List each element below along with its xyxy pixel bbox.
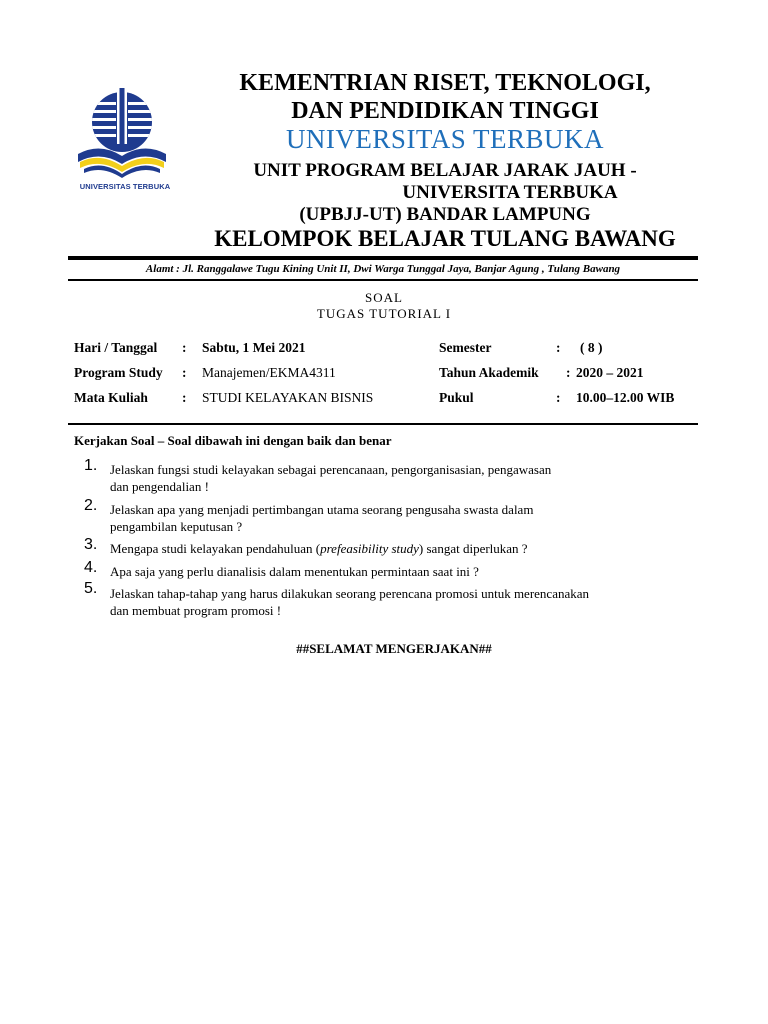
program-label: Program Study [74,365,163,380]
time-value: 10.00–12.00 WIB [576,390,675,405]
question-5 [110,585,589,619]
program-value: Manajemen/EKMA4311 [202,365,336,380]
instruction-text: Kerjakan Soal – Soal dibawah ini dengan baik dan benar [74,433,392,448]
question-line: Jelaskan fungsi studi kelayakan sebagai perencanaan, pengorganisasian, pengawasan [110,462,552,477]
question-number: 4. [84,559,98,576]
unit-line-1: UNIT PROGRAM BELAJAR JARAK JAUH - [253,160,637,181]
question-line: dan membuat program promosi ! [110,603,282,618]
question-text-post: ) sangat diperlukan ? [418,541,528,556]
question-2 [110,501,533,535]
question-3 [110,540,528,557]
course-value: STUDI KELAYAKAN BISNIS [202,390,374,405]
program-colon: : [182,365,187,380]
logo-caption: UNIVERSITAS TERBUKA [79,182,171,191]
question-number: 2. [84,497,98,514]
unit-line-3: (UPBJJ-UT) BANDAR LAMPUNG [299,204,591,225]
closing-text: ##SELAMAT MENGERJAKAN## [296,641,492,656]
time-label: Pukul [439,390,474,405]
question-line: dan pengendalian ! [110,479,209,494]
day-colon: : [182,340,187,355]
question-1 [110,461,551,495]
header-divider-bottom [68,279,698,281]
tugas-title: TUGAS TUTORIAL I [316,306,452,321]
university-name: UNIVERSITAS TERBUKA [285,124,605,154]
study-group-title: KELOMPOK BELAJAR TULANG BAWANG [214,226,676,251]
ministry-line-2: DAN PENDIDIKAN TINGGI [291,98,599,124]
course-label: Mata Kuliah [74,390,148,405]
address-line: Alamt : Jl. Ranggalawe Tugu Kining Unit II, Dwi Warga Tunggal Jaya, Banjar Agung , Tulang Bawang [145,263,621,275]
question-number: 1. [84,457,98,474]
course-colon: : [182,390,187,405]
semester-value: ( 8 ) [580,340,603,355]
day-label: Hari / Tanggal [74,340,158,355]
time-colon: : [556,390,561,405]
ut-emblem-icon [66,70,184,190]
semester-label: Semester [439,340,492,355]
year-value: 2020 – 2021 [576,365,644,380]
day-value: Sabtu, 1 Mei 2021 [202,340,306,355]
question-number: 3. [84,536,98,553]
year-label: Tahun Akademik [439,365,539,380]
unit-line-2: UNIVERSITA TERBUKA [402,182,618,203]
header-divider-top [68,256,698,260]
university-logo [66,70,184,196]
question-line: Jelaskan tahap-tahap yang harus dilakukan seorang perencana promosi untuk merencanakan [110,586,590,601]
question-line: pengambilan keputusan ? [110,519,243,534]
question-line: Jelaskan apa yang menjadi pertimbangan utama seorang pengusaha swasta dalam [110,502,534,517]
question-line: Apa saja yang perlu dianalisis dalam menentukan permintaan saat ini ? [110,564,479,579]
question-text-pre: Mengapa studi kelayakan pendahuluan ( [110,541,321,556]
ministry-line-1: KEMENTRIAN RISET, TEKNOLOGI, [239,70,651,96]
year-colon: : [566,365,571,380]
question-number: 5. [84,580,98,597]
semester-colon: : [556,340,561,355]
info-divider [68,423,698,425]
soal-title: SOAL [365,290,403,305]
question-4 [110,563,479,580]
question-text-italic: prefeasibility study [320,541,419,556]
